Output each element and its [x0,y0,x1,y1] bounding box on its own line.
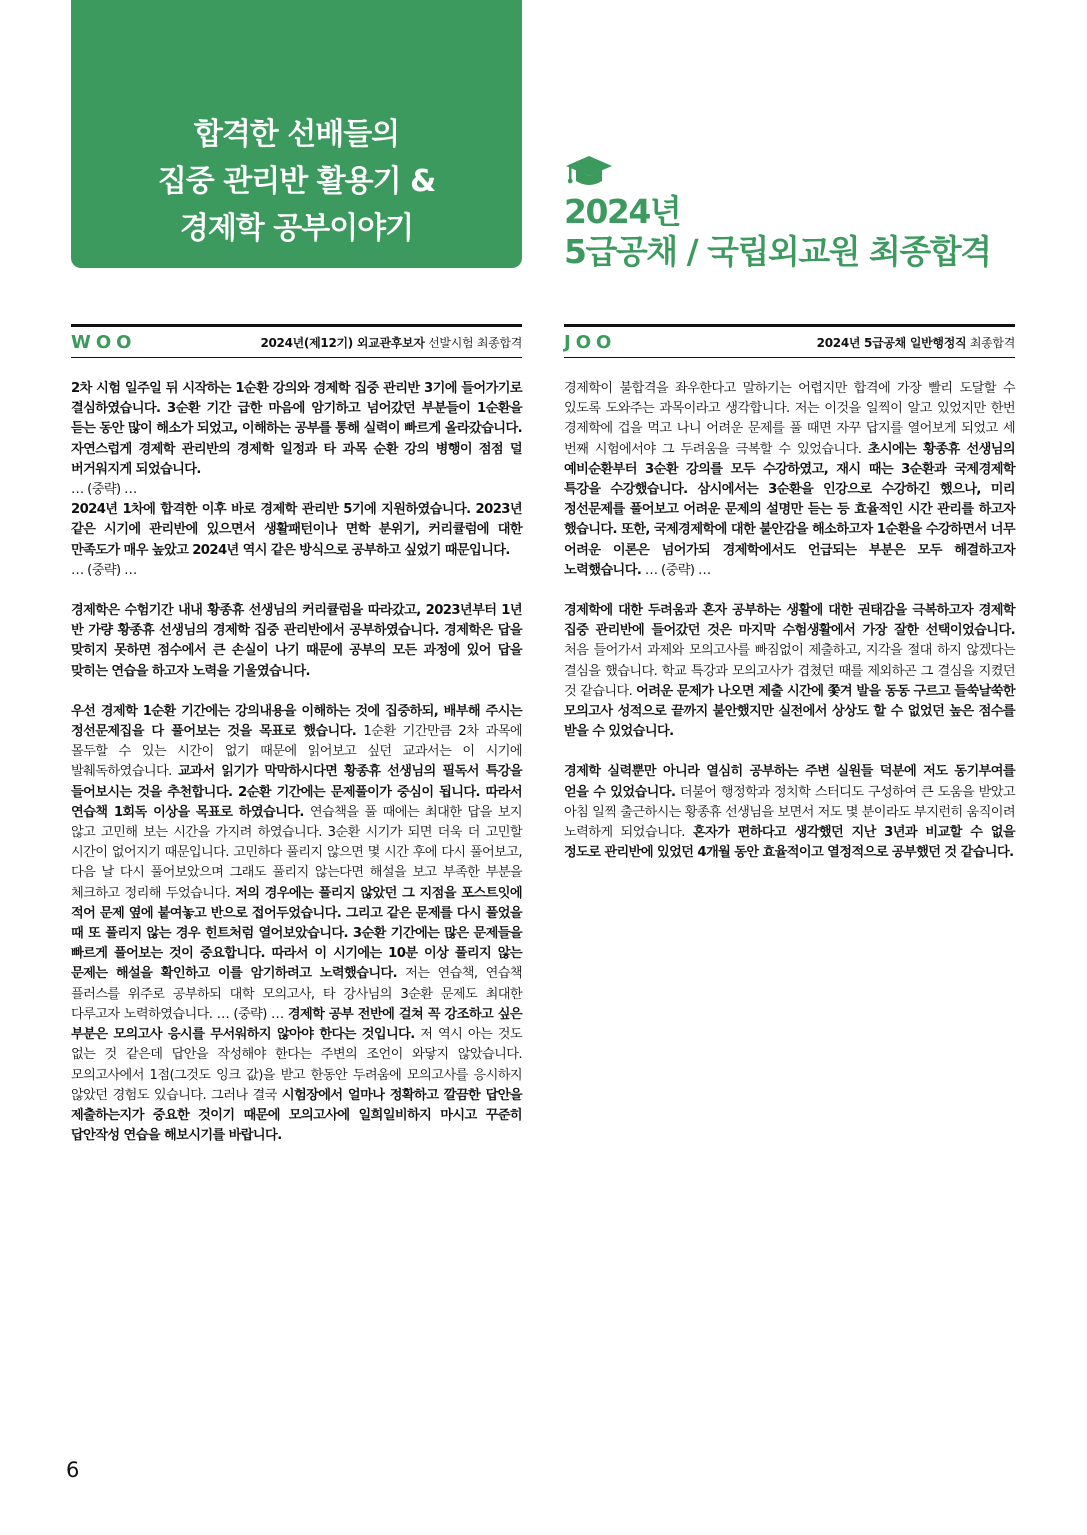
joo-paragraph [564,601,1015,742]
woo-body [71,379,522,1146]
bold-text: 시험장에서 얼마나 정확하고 깔끔한 답안을 제출하는지가 중요한 것이기 때문에 모의고사에 일희일비하지 마시고 꾸준히 답안작성 연습을 해보시기를 바랍니다. [71,1087,523,1144]
banner-title-line: 합격한 선배들의 [193,117,400,152]
page-number: 6 [66,1458,80,1482]
graduation-cap-icon [564,154,614,190]
body-text: 1순환 기간만큼 2차 과목에 몰두할 수 있는 시간이 없기 때문에 읽어보고 싶던 교과서는 이 시기에 발췌독하였습니다. [71,724,522,780]
bold-text: 경제학에 대한 두려움과 혼자 공부하는 생활에 대한 권태감을 극복하고자 경제학 집중 관리반에 들어갔던 것은 마지막 수험생활에서 가장 잘한 선택이었습니다. [564,603,1015,639]
bold-text: 초시에는 황종휴 선생님의 예비순환부터 3순환 강의를 모두 수강하였고, 재시 때는 3순환과 국제경제학 특강을 수강했습니다. 삼시에서는 3순환을 인강으로 수강하긴 했으나, 미리 정선문제를 풀어보고 어려운 문제의 설명만 듣는 등 효율적인 시간 관리를 하고자 했습니다. 또한, 국제경제학에 대한 불안감을 해소하고자 1순환을 수강하면서 너무 어려운 이론은 넘어가되 경제학에서도 언급되는 부분은 모두 해결하고자 노력했습니다. [564,441,1016,578]
title-banner [71,0,522,268]
right-title-line: 2024년 [564,192,681,231]
woo-name: WOO [71,331,137,353]
bold-text: 경제학 실력뿐만 아니라 열심히 공부하는 주변 실원들 덕분에 저도 동기부여를 얻을 수 있었습니다. [564,764,1015,800]
body-text: … (중략) … [641,562,711,578]
woo-result [260,334,522,351]
body-text: … (중략) … [71,562,137,578]
woo-paragraph [71,480,522,500]
body-text: 저 역시 아는 것도 없는 것 같은데 답안을 작성해야 한다는 주변의 조언이 와닿지 않았습니다. 모의고사에서 1점(그것도 잉크 값)을 받고 한동안 두려움에 모의고사를 응시하지 않았던 경험도 있습니다. 그러나 결국 [71,1027,523,1103]
joo-result [817,334,1015,351]
joo-result-bold: 2024년 5급공채 일반행정직 [816,335,967,350]
bold-text: 2024년 1차에 합격한 이후 바로 경제학 관리반 5기에 지원하였습니다. 2023년 같은 시기에 관리반에 있으면서 생활패턴이나 면학 분위기, 커리큘럼에 대한 만족도가 매우 높았고 2024년 역시 같은 방식으로 공부하고 싶었기 때문입니다. [71,502,522,558]
joo-result-rest: 최종합격 [966,335,1015,350]
bold-text: 경제학은 수험기간 내내 황종휴 선생님의 커리큘럼을 따라갔고, 2023년부터 1년 반 가량 황종휴 선생님의 경제학 집중 관리반에서 공부하였습니다. 경제학은 답을 맞히지 못하면 점수에서 큰 손실이 나기 때문에 공부의 모든 과정에 있어 답을 맞히는 연습을 하고자 노력을 기울였습니다. [71,603,522,679]
joo-header [564,324,1015,358]
bold-text: 혼자가 편하다고 생각했던 지난 3년과 비교할 수 없을 정도로 관리반에 있었던 4개월 동안 효율적이고 열정적으로 공부했던 것 같습니다. [564,825,1015,861]
body-text: 더불어 행정학과 정치학 스터디도 구성하여 큰 도움을 받았고 아침 일찍 출근하시는 황종휴 선생님을 보면서 저도 몇 분이라도 부지런히 움직이려 노력하게 되었습니다. [564,784,1015,841]
joo-name: JOO [564,331,617,353]
bold-text: 경제학 공부 전반에 걸쳐 꼭 강조하고 싶은 부분은 모의고사 응시를 무서워하지 않아야 한다는 것입니다. [71,1006,523,1043]
bold-text: 우선 경제학 1순환 기간에는 강의내용을 이해하는 것에 집중하되, 배부해 주시는 정선문제집을 다 풀어보는 것을 목표로 했습니다. [71,703,522,740]
right-title-line: 5급공채 / 국립외교원 최종합격 [564,232,991,271]
bold-text: 2차 시험 일주일 뒤 시작하는 1순환 강의와 경제학 집중 관리반 3기에 들어가기로 결심하였습니다. 3순환 기간 급한 마음에 암기하고 넘어갔던 부분들이 1순환을 듣는 동안 많이 해소가 되었고, 이해하는 공부를 통해 실력이 빠르게 올라갔습니다. 자연스럽게 경제학 관리반의 경제학 일정과 타 과목 순환 강의 병행이 점점 덜 버거워지게 되었습니다. [71,381,522,477]
joo-paragraph [564,762,1015,863]
woo-paragraph [71,601,522,682]
woo-result-rest: 선발시험 최종합격 [424,335,522,350]
woo-result-bold: 2024년(제12기) 외교관후보자 [260,335,425,350]
body-text: 경제학이 불합격을 좌우한다고 말하기는 어렵지만 합격에 가장 빨리 도달할 수 있도록 도와주는 과목이라고 생각합니다. 저는 이것을 일찍이 알고 있었지만 한번 경제학에 겁을 먹고 나니 어려운 문제를 풀 때면 자꾸 답지를 열어보게 되었고 세 번째 시험에서야 그 두려움을 극복할 수 있었습니다. [564,381,1015,457]
bold-text: 어려운 문제가 나오면 제출 시간에 쫓겨 발을 동동 구르고 들쑥날쑥한 모의고사 성적으로 끝까지 불안했지만 실전에서 상상도 할 수 없었던 높은 점수를 받을 수 있었습니다. [564,683,1015,740]
banner-title-line: 경제학 공부이야기 [179,211,414,246]
body-text: … (중략) … [71,482,137,498]
bold-text: 저의 경우에는 풀리지 않았던 그 지점을 포스트잇에 적어 문제 옆에 붙여놓고 반으로 접어두었습니다. 그리고 같은 문제를 다시 풀었을 때 또 풀리지 않는 경우 힌트처럼 열어보았습니다. 3순환 기간에는 많은 문제들을 빠르게 풀어보는 것이 중요합니다. 따라서 이 시기에는 10분 이상 풀리지 않는 문제는 해설을 확인하고 이를 암기하려고 노력했습니다. [71,885,522,982]
woo-column [71,324,522,1146]
joo-column [564,324,1015,863]
woo-paragraph [71,561,522,581]
woo-paragraph [71,379,522,480]
body-text: 처음 들어가서 과제와 모의고사를 빠짐없이 제출하고, 지각을 절대 하지 않겠다는 결심을 했습니다. 학교 특강과 모의고사가 겹쳤던 때를 제외하곤 그 결심을 지켰던 것 같습니다. [564,643,1015,699]
joo-paragraph [564,379,1015,581]
woo-paragraph [71,500,522,561]
body-text: 연습책을 풀 때에는 최대한 답을 보지 않고 고민해 보는 시간을 가지려 하였습니다. 3순환 시기가 되면 더욱 더 고민할 시간이 없어지기 때문입니다. 고민하다 풀리지 않으면 몇 시간 후에 다시 풀어보고, 다음 날 다시 풀어보았으며 그래도 풀리지 않는다면 해설을 보고 부족한 부분을 체크하고 정리해 두었습니다. [71,804,522,901]
body-text: 저는 연습책, 연습책 플러스를 위주로 공부하되 대학 모의고사, 타 강사님의 3순환 문제도 최대한 다루고자 노력하였습니다. … (중략) … [71,966,522,1022]
bold-text: 교과서 읽기가 막막하시다면 황종휴 선생님의 필독서 특강을 들어보시는 것을 추천합니다. 2순환 기간에는 문제풀이가 중심이 됩니다. 따라서 연습책 1회독 이상을 목표로 하였습니다. [71,764,522,820]
woo-paragraph [71,702,522,1146]
joo-body [564,379,1015,863]
right-title [564,192,991,272]
woo-header [71,324,522,358]
banner-title-line: 집중 관리반 활용기 & [157,164,436,199]
